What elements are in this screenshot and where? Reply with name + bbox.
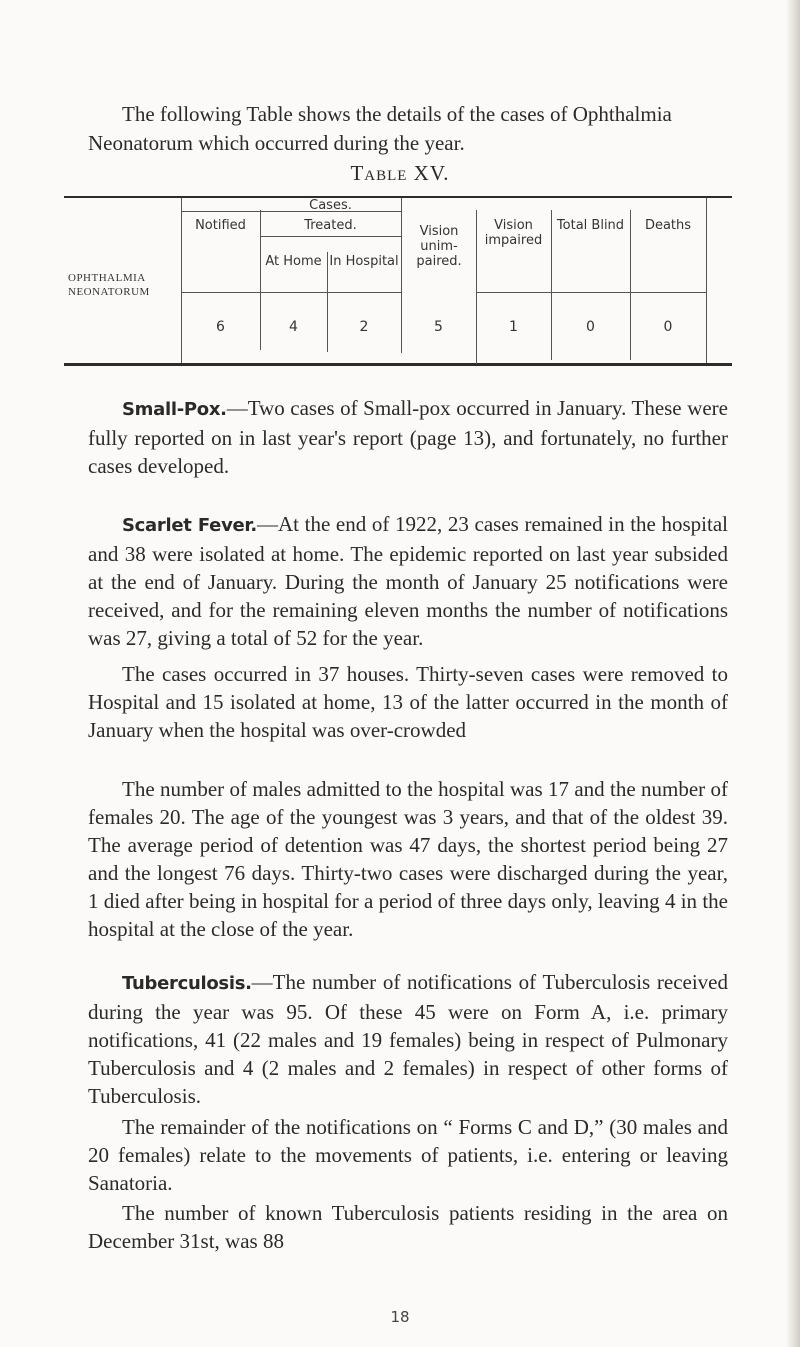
smallpox-paragraph <box>88 394 728 480</box>
scarlet-fever-paragraph <box>88 510 728 652</box>
value-vision-impaired: 1 <box>509 319 518 335</box>
header-vision-impaired: Vision impaired <box>484 218 543 248</box>
tuberculosis-paragraph <box>88 968 728 1110</box>
table-bottom-rule <box>64 363 732 366</box>
table-hline <box>260 236 401 237</box>
page-edge-shadow <box>786 0 800 1347</box>
value-at-home: 4 <box>289 319 298 335</box>
scarlet-fever-paragraph-3: The number of males admitted to the hospital was 17 and the number of females 20. The age of the youngest was 3 years, and that of the oldest 39. The average period of detention was 47 days, the shortest period being 27 and the longest 76 days. Thirty-two cases were discharged during the year, 1 died after being in hospital for a period of three days only, leaving 4 in the hospital at the close of the year. <box>88 777 728 941</box>
value-deaths: 0 <box>663 319 673 335</box>
smallpox-text: —Two cases of Small-pox occurred in January. These were fully reported on in last year's report (page 13), and fortunately, no further cases developed. <box>88 396 728 478</box>
header-at-home: At Home <box>265 254 322 269</box>
table-hline <box>476 292 706 293</box>
header-notified: Notified <box>195 218 246 233</box>
value-notified: 6 <box>216 319 225 335</box>
table-vline <box>706 198 707 363</box>
header-total-blind: Total Blind <box>556 218 625 233</box>
header-treated: Treated. <box>304 218 357 233</box>
header-cases: Cases. <box>309 198 352 213</box>
tuberculosis-paragraph-3: The number of known Tuberculosis patients residing in the area on December 31st, was 88 <box>88 1201 728 1253</box>
intro-paragraph: The following Table shows the details of the cases of Ophthalmia Neonatorum which occurred during the year. <box>88 102 672 155</box>
tuberculosis-heading: Tuberculosis. <box>122 973 252 994</box>
row-label-line1: OPHTHALMIA <box>68 272 146 284</box>
scarlet-fever-text: —At the end of 1922, 23 cases remained in the hospital and 38 were isolated at home. The epidemic reported on last year subsided at the end of January. During the month of January 25 notifications were received, and for the remaining eleven months the number of notifications was 27, giving a total of 52 for the year. <box>88 512 728 650</box>
value-total-blind: 0 <box>586 319 595 335</box>
scarlet-fever-heading: Scarlet Fever. <box>122 515 257 536</box>
header-deaths: Deaths <box>644 218 692 233</box>
row-label-line2: NEONATORUM <box>68 286 150 298</box>
value-in-hospital: 2 <box>359 319 369 335</box>
tuberculosis-paragraph-2: The remainder of the notifications on “ Forms C and D,” (30 males and 20 females) relate to the movements of patients, i.e. entering or leaving Sanatoria. <box>88 1115 728 1195</box>
scarlet-fever-paragraph-2: The cases occurred in 37 houses. Thirty-seven cases were removed to Hospital and 15 isolated at home, 13 of the latter occurred in the month of January when the hospital was over-crowded <box>88 662 728 742</box>
row-label <box>68 271 150 299</box>
value-vision-unimpaired: 5 <box>434 319 443 335</box>
tuberculosis-text: —The number of notifications of Tuberculosis received during the year was 95. Of these 45 were on Form A, i.e. primary notifications, 41 (22 males and 19 females) being in respect of Pulmonary Tuberculosis and 4 (2 males and 2 females) in respect of other forms of Tuberculosis. <box>88 970 728 1108</box>
page-number: 18 <box>390 1308 410 1326</box>
table-title: Table XV. <box>350 161 450 185</box>
ophthalmia-table <box>64 196 732 366</box>
smallpox-heading: Small-Pox. <box>122 399 227 420</box>
header-in-hospital: In Hospital <box>329 254 399 269</box>
header-vision-unimpaired: Vision unim- paired. <box>416 224 462 269</box>
table-hline <box>181 292 401 293</box>
